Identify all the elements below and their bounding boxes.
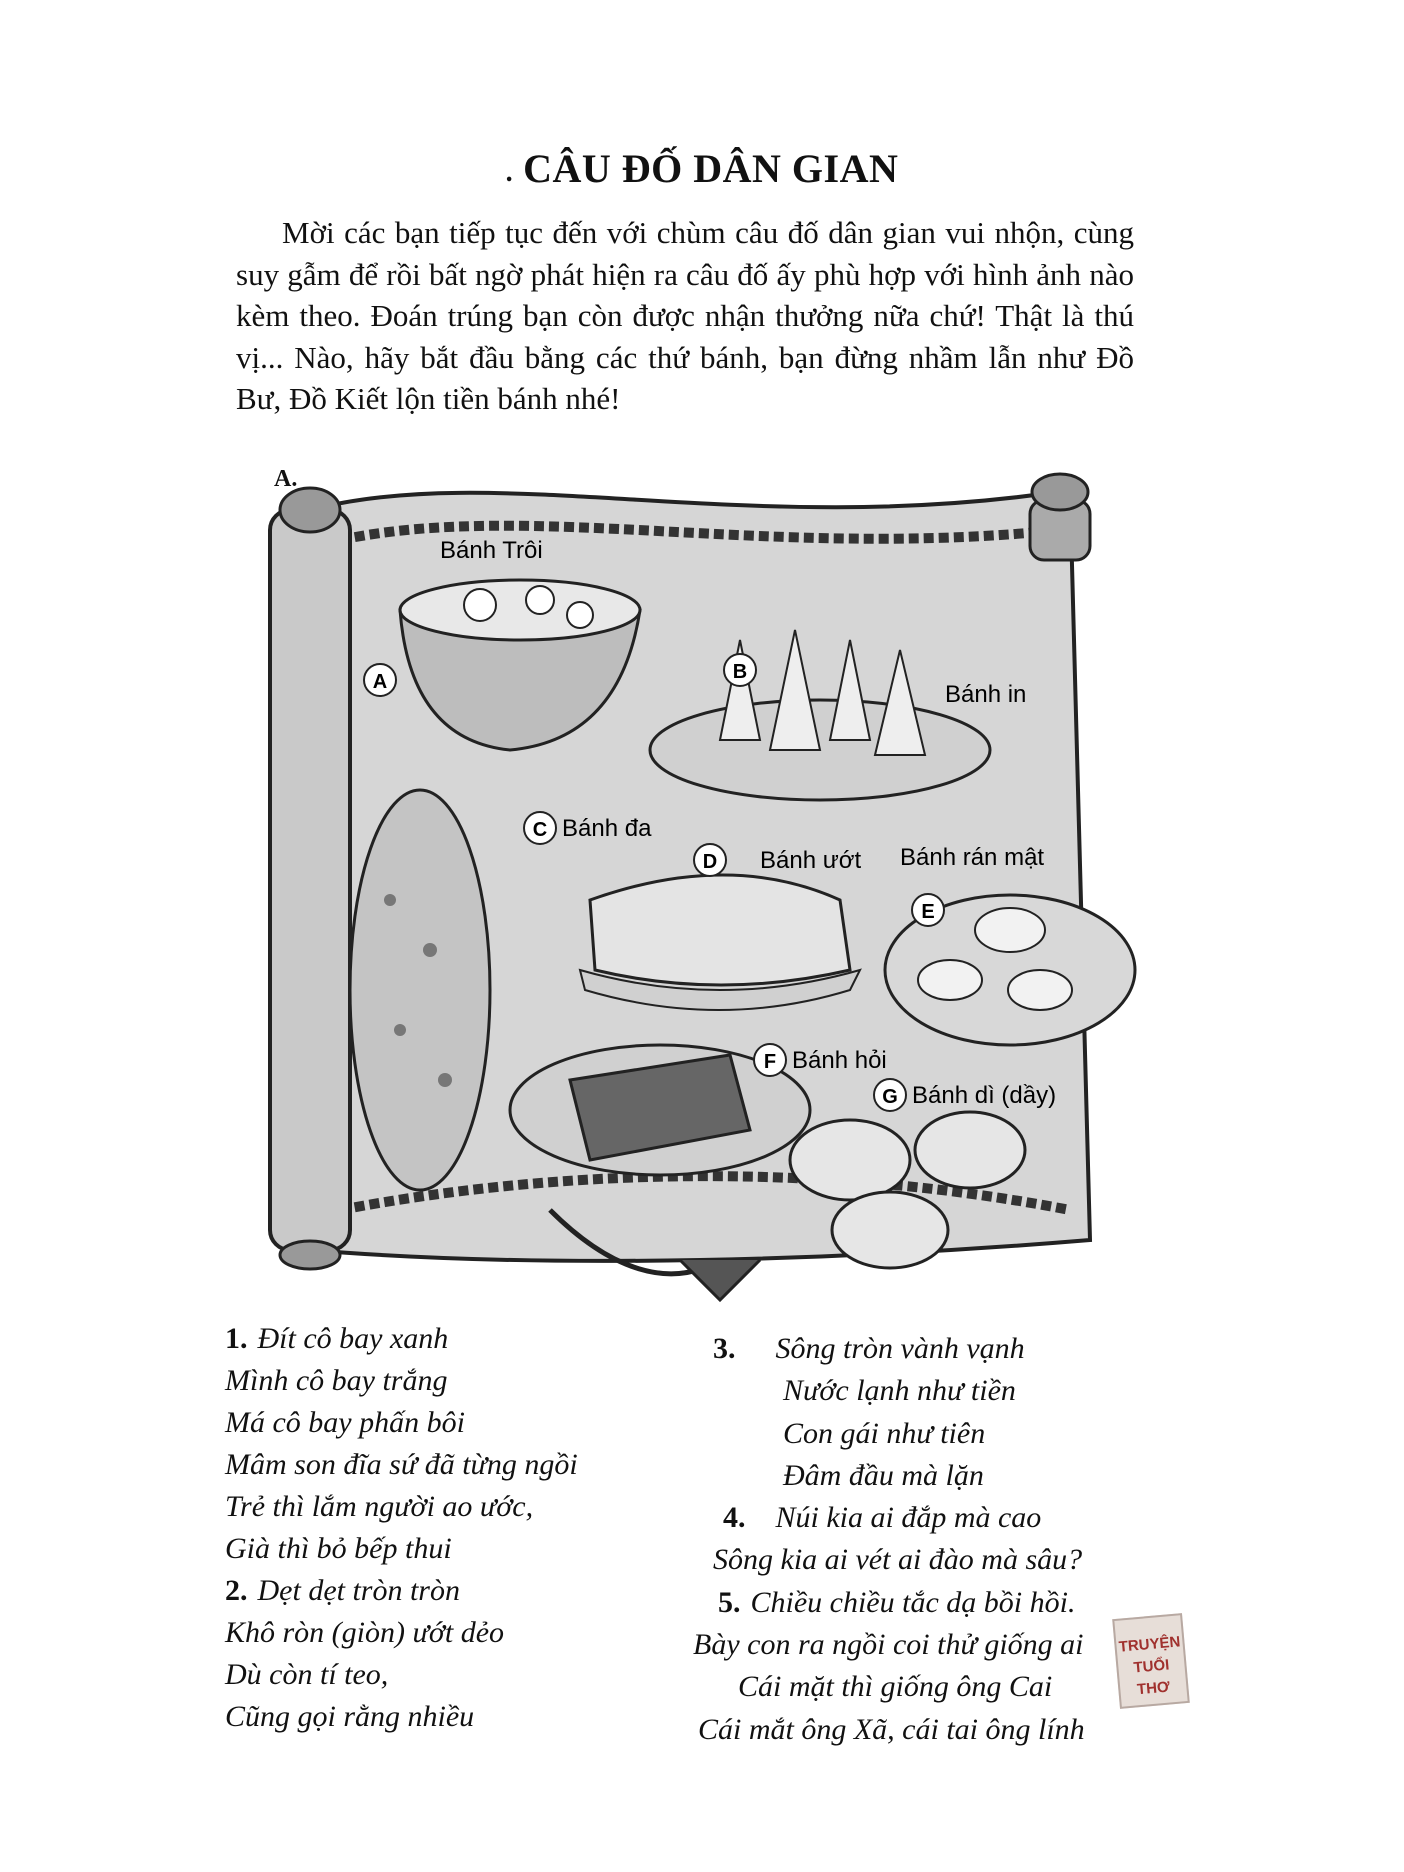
item-label-f: Bánh hỏi: [792, 1047, 887, 1074]
riddle-line: 5. Chiều chiều tắc dạ bồi hồi.: [718, 1585, 1076, 1619]
item-marker-c: C: [532, 819, 548, 841]
riddle-line: Trẻ thì lắm người ao ước,: [225, 1490, 534, 1523]
riddle-line: Cũng gọi rằng nhiều: [225, 1700, 475, 1733]
item-marker-b: B: [732, 661, 748, 683]
item-label-a: Bánh Trôi: [440, 537, 543, 564]
item-label-e: Bánh rán mật: [900, 844, 1045, 871]
riddle-line: Mình cô bay trắng: [225, 1364, 448, 1397]
riddle-line: Mâm son đĩa sứ đã từng ngồi: [225, 1448, 578, 1481]
riddle-line: Bày con ra ngồi coi thử giống ai: [693, 1628, 1084, 1662]
item-marker-g: G: [882, 1086, 898, 1108]
item-marker-d: D: [702, 851, 718, 873]
item-label-g: Bánh dì (dầy): [912, 1082, 1057, 1109]
item-label-d: Bánh ướt: [760, 847, 862, 874]
item-label-c: Bánh đa: [562, 815, 652, 842]
riddle-line: Con gái như tiên: [783, 1416, 986, 1450]
riddle-line: Cái mắt ông Xã, cái tai ông lính: [698, 1712, 1085, 1746]
riddle-line: Khô ròn (giòn) ướt dẻo: [225, 1616, 505, 1649]
riddle-line: Nước lạnh như tiền: [783, 1374, 1016, 1408]
riddle-line: 4. Núi kia ai đắp mà cao: [723, 1501, 1042, 1535]
section-label: A.: [274, 466, 298, 492]
riddle-line: Cái mặt thì giống ông Cai: [738, 1670, 1053, 1704]
intro-paragraph: Mời các bạn tiếp tục đến với chùm câu đố dân gian vui nhộn, cùng suy gẫm để rồi bất ngờ phát hiện ra câu đố ấy phù hợp với hình ảnh nào kèm theo. Đoán trúng bạn còn được nhận thưởng nữa chứ! Thật là thú vị... Nào, hãy bắt đầu bằng các thứ bánh, bạn đừng nhầm lẫn như Đồ Bư, Đồ Kiết lộn tiền bánh nhé!: [236, 215, 1134, 416]
riddle-line: Má cô bay phấn bôi: [225, 1406, 465, 1439]
item-marker-e: E: [921, 901, 935, 923]
watermark-stamp: TRUYỆN TUỔI THƠ: [1112, 1613, 1190, 1709]
item-label-b: Bánh in: [945, 681, 1027, 708]
item-marker-a: A: [372, 671, 388, 693]
riddle-line: 3. Sông tròn vành vạnh: [713, 1332, 1025, 1365]
riddles-left-column: [225, 1318, 705, 1738]
riddle-line: Sông kia ai vét ai đào mà sâu?: [713, 1543, 1083, 1577]
scroll-illustration: [250, 470, 1150, 1320]
page-title: . CÂU ĐỐ DÂN GIAN: [505, 146, 899, 191]
riddle-line: Đâm đầu mà lặn: [783, 1458, 984, 1492]
riddle-line: 1. Đít cô bay xanh: [225, 1322, 449, 1355]
item-marker-f: F: [763, 1051, 777, 1073]
riddle-line: Già thì bỏ bếp thui: [225, 1532, 452, 1565]
riddle-line: 2. Dẹt dẹt tròn tròn: [225, 1574, 460, 1607]
riddle-line: Dù còn tí teo,: [225, 1658, 389, 1691]
